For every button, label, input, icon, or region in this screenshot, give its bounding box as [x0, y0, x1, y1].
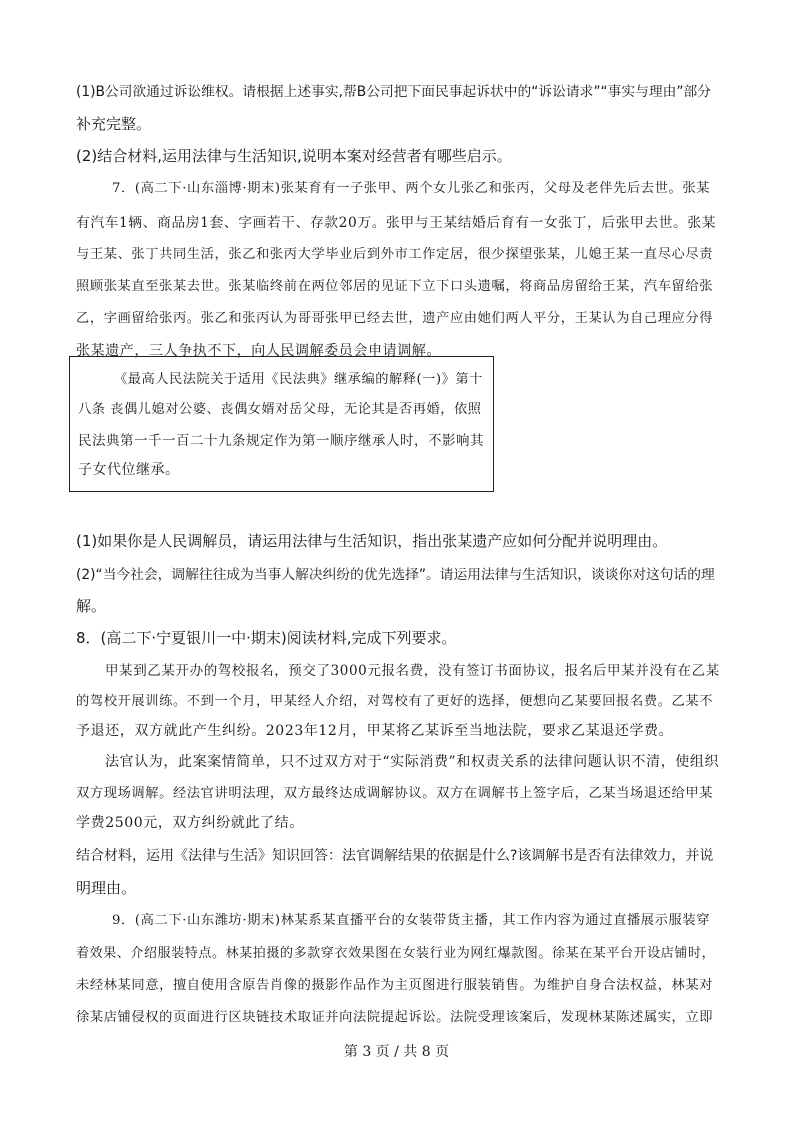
q7-line-1: 7．(高二下·山东淄博·期末)张某育有一子张甲、两个女儿张乙和张丙，父母及老伴先后去世。张某 [112, 181, 711, 196]
q8-line-3: 予退还，双方就此产生纠纷。2023年12月，甲某将乙某诉至当地法院，要求乙某退还学费。 [76, 723, 674, 739]
q7-line-2: 有汽车1辆、商品房1套、字画若干、存款20万。张甲与王某结婚后育有一女张丁，后张甲去世。张某 [76, 215, 717, 231]
q8-line-5: 双方现场调解。经法官讲明法理，双方最终达成调解协议。双方在调解书上签字后，乙某当场退还给甲某 [76, 786, 714, 801]
q9-line-1: 9．(高二下·山东潍坊·期末)林某系某直播平台的女装带货主播，其工作内容为通过直播展示服装穿 [112, 913, 711, 928]
quote-line-1: 《最高人民法院关于适用《民法典》继承编的解释(一)》第十 [114, 372, 483, 387]
q7-sub2-line1: (2)“当今社会，调解往往成为当事人解决纠纷的优先选择”。请运用法律与生活知识，谈谈你对这句话的理 [76, 567, 715, 583]
q7-line-5: 乙，字画留给张丙。张乙和张丙认为哥哥张甲已经去世，遗产应由她们两人平分，王某认为自己理应分得 [76, 311, 714, 326]
q6-sub1-line2: 补充完整。 [76, 115, 152, 133]
q8-question-line1: 结合材料，运用《法律与生活》知识回答：法官调解结果的依据是什么?该调解书是否有法律效力，并说 [76, 848, 714, 864]
q6-sub2: (2)结合材料,运用法律与生活知识,说明本案对经营者有哪些启示。 [76, 147, 512, 165]
q9-line-3: 未经林某同意，擅自使用含原告肖像的摄影作品作为主页图进行服装销售。为维护自身合法权益，林某对 [76, 978, 714, 993]
q9-line-2: 着效果、介绍服装特点。林某拍摄的多款穿衣效果图在女装行业为网红爆款图。徐某在某平台开设店铺时， [76, 946, 716, 961]
q9-line-4: 徐某店铺侵权的页面进行区块链技术取证并向法院提起诉讼。法院受理该案后，发现林某陈述属实，立即 [76, 1010, 714, 1025]
q8-line-2: 的驾校开展训练。不到一个月，甲某经人介绍，对驾校有了更好的选择，便想向乙某要回报名费。乙某不 [76, 694, 714, 709]
q7-line-3: 与王某、张丁共同生活，张乙和张丙大学毕业后到外市工作定居，很少探望张某，儿媳王某一直尽心尽责 [76, 247, 714, 262]
quote-line-4: 子女代位继承。 [78, 462, 180, 478]
q7-line-4: 照顾张某直至张某去世。张某临终前在两位邻居的见证下立下口头遗嘱，将商品房留给王某，汽车留给张 [76, 279, 714, 294]
q7-sub2-line2: 解。 [76, 597, 107, 615]
q8-line-6: 学费2500元，双方纠纷就此了结。 [76, 815, 304, 831]
q8-line-1: 甲某到乙某开办的驾校报名，预交了3000元报名费，没有签订书面协议，报名后甲某并没有在乙某 [105, 663, 720, 679]
q7-sub1: (1)如果你是人民调解员，请运用法律与生活知识，指出张某遗产应如何分配并说明理由。 [76, 532, 668, 550]
page-number-footer: 第 3 页 / 共 8 页 [343, 1044, 450, 1060]
q8-line-4: 法官认为，此案案情简单，只不过双方对于“实际消费”和权责关系的法律问题认识不清，使组织 [105, 754, 720, 770]
quote-line-3: 民法典第一千一百二十九条规定作为第一顺序继承人时，不影响其 [78, 433, 484, 449]
q8-question-line2: 明理由。 [76, 879, 137, 897]
quote-line-2: 八条 丧偶儿媳对公婆、丧偶女婿对岳父母，无论其是否再婚，依照 [78, 402, 482, 417]
q7-line-6: 张某遗产，三人争执不下，向人民调解委员会申请调解。 [76, 343, 441, 359]
q8-header: 8．(高二下·宁夏银川一中·期末)阅读材料,完成下列要求。 [76, 629, 457, 647]
q6-sub1-line1: (1)B公司欲通过诉讼维权。请根据上述事实,帮B公司把下面民事起诉状中的“诉讼请求”“事实与理由”部分 [76, 84, 711, 100]
